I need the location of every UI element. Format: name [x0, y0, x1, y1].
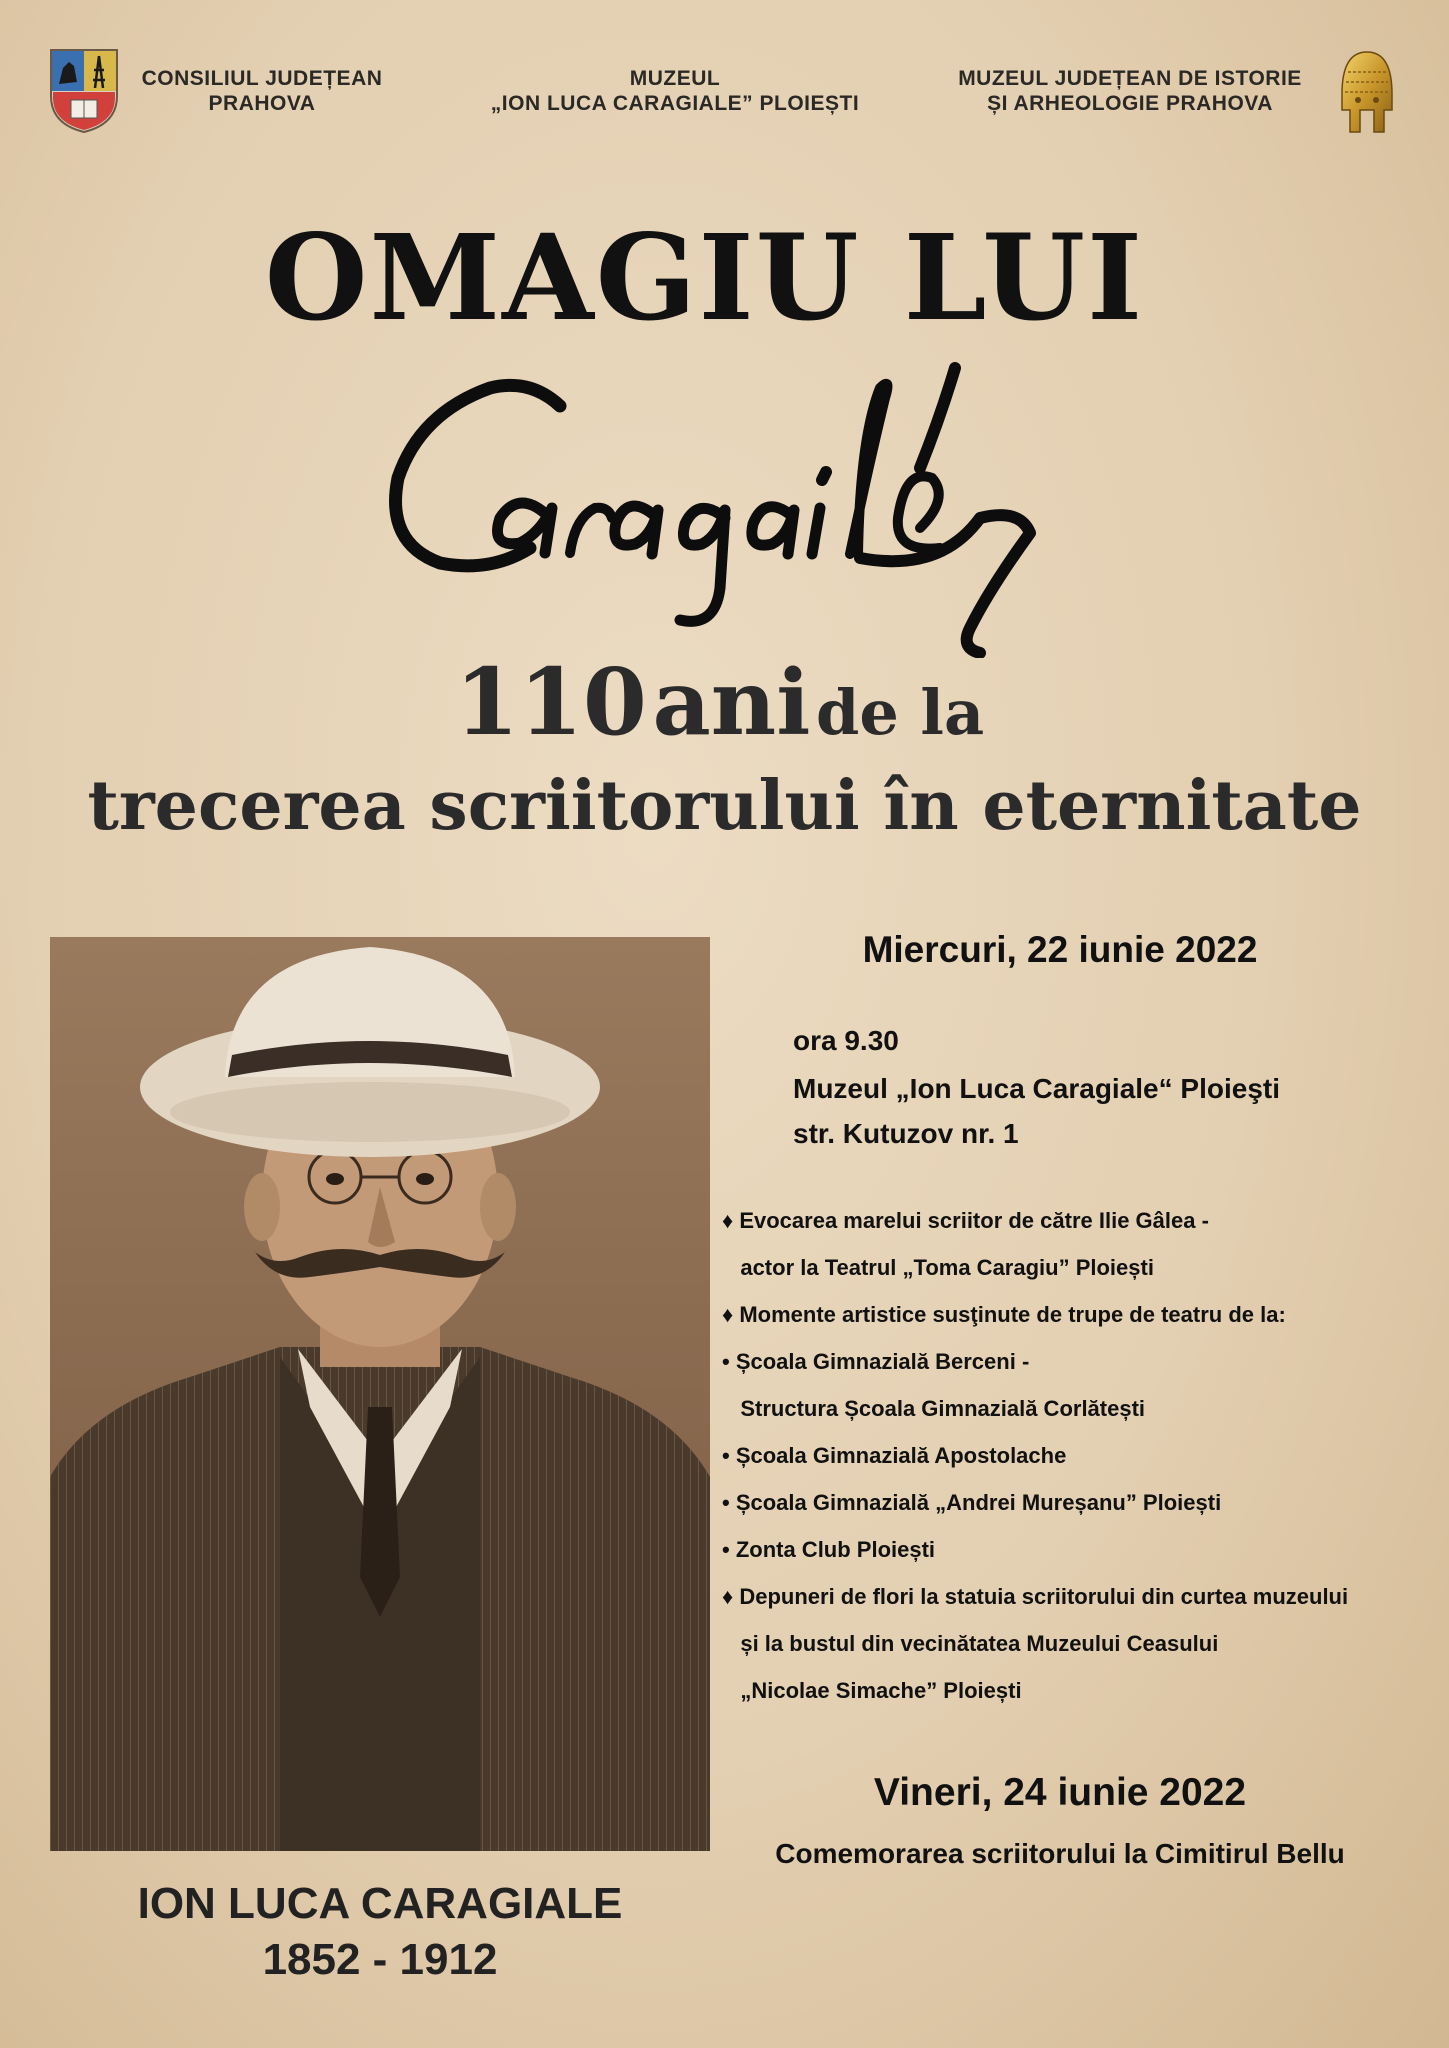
program-item: • Școala Gimnazială Apostolache — [722, 1443, 1067, 1468]
program-item: actor la Teatrul „Toma Caragiu” Ploiești — [722, 1255, 1154, 1280]
portrait-name: ION LUCA CARAGIALE — [137, 1879, 623, 1928]
event1-date: Miercuri, 22 iunie 2022 — [862, 929, 1258, 970]
header-center-line1: MUZEUL — [629, 67, 721, 90]
program-item: • Școala Gimnazială Berceni - — [722, 1349, 1030, 1374]
program-list — [722, 1197, 1422, 1714]
header-center-line2: „ION LUCA CARAGIALE” PLOIEȘTI — [490, 92, 860, 115]
header-right-institution — [920, 66, 1340, 116]
event1-time: ora 9.30 — [793, 1025, 899, 1056]
program-item: și la bustul din vecinătatea Muzeului Ceasului — [722, 1631, 1219, 1656]
coat-of-arms-icon — [49, 48, 119, 134]
title-subtitle: trecerea scriitorului în eternitate — [87, 766, 1362, 846]
years-word: ani — [652, 650, 811, 756]
event1-place: Muzeul „Ion Luca Caragiale“ Ploieşti — [793, 1073, 1280, 1104]
header-right-line1: MUZEUL JUDEȚEAN DE ISTORIE — [958, 67, 1302, 90]
header-center-institution — [440, 66, 910, 116]
years-number: 110 — [454, 648, 647, 756]
event1-address: str. Kutuzov nr. 1 — [793, 1118, 1019, 1149]
program-item: • Zonta Club Ploiești — [722, 1537, 936, 1562]
program-item: „Nicolae Simache” Ploiești — [722, 1678, 1022, 1703]
program-item: ♦ Depuneri de flori la statuia scriitorului din curtea muzeului — [722, 1584, 1349, 1609]
header-right-line2: ȘI ARHEOLOGIE PRAHOVA — [987, 92, 1273, 115]
event2-description: Comemorarea scriitorului la Cimitirul Bellu — [775, 1838, 1345, 1869]
caragiale-signature — [380, 358, 1080, 658]
title-anniversary — [0, 648, 1449, 756]
program-item: ♦ Evocarea marelui scriitor de către Ilie Gâlea - — [722, 1208, 1209, 1233]
golden-helmet-icon — [1334, 48, 1400, 134]
header-left-line1: CONSILIUL JUDEȚEAN — [141, 67, 383, 90]
header-left-institution — [122, 66, 402, 116]
program-item: Structura Școala Gimnazială Corlătești — [722, 1396, 1146, 1421]
portrait-years: 1852 - 1912 — [262, 1935, 498, 1984]
event2-date: Vineri, 24 iunie 2022 — [873, 1771, 1247, 1814]
years-rest: de la — [816, 676, 985, 749]
program-item: • Școala Gimnazială „Andrei Mureșanu” Ploiești — [722, 1490, 1222, 1515]
title-homage: OMAGIU LUI — [264, 208, 1145, 347]
portrait-photo — [50, 937, 710, 1851]
header-left-line2: PRAHOVA — [208, 92, 316, 115]
program-item: ♦ Momente artistice susţinute de trupe de teatru de la: — [722, 1302, 1286, 1327]
